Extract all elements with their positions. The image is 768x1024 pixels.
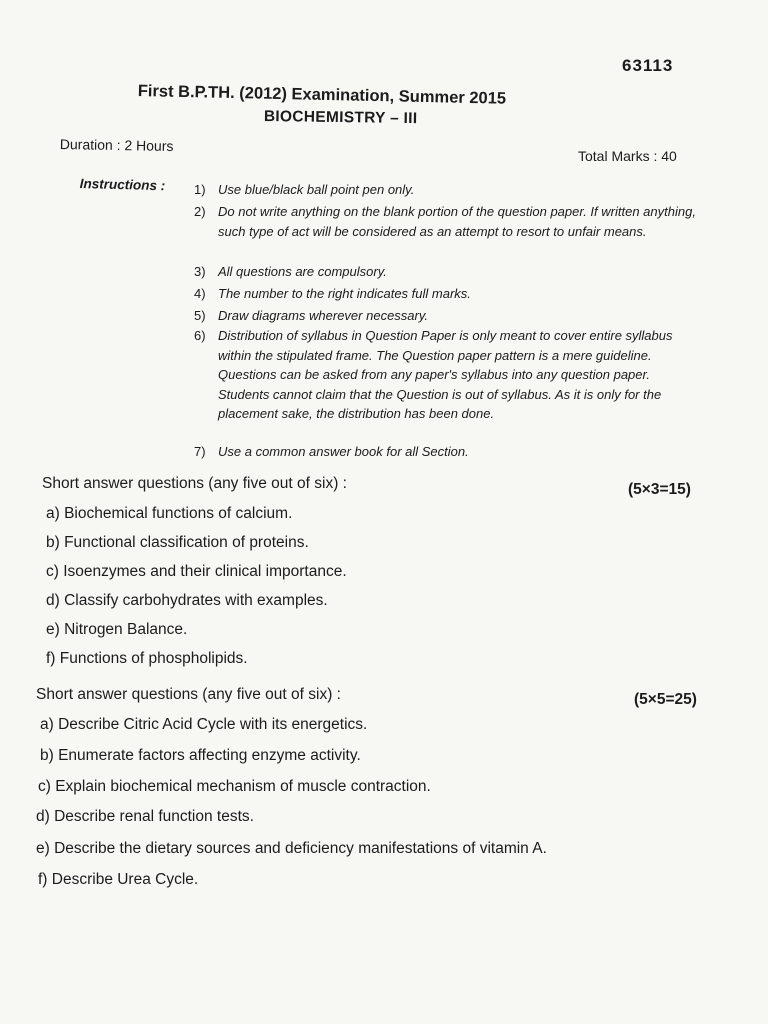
instruction-number: 2)	[194, 204, 206, 219]
instruction-number: 7)	[194, 444, 206, 459]
instruction-item	[194, 442, 704, 462]
instruction-text: Use a common answer book for all Section.	[218, 444, 469, 459]
subject-title: BIOCHEMISTRY – III	[263, 108, 418, 128]
question-item: e) Nitrogen Balance.	[46, 621, 188, 638]
question-item: b) Enumerate factors affecting enzyme activity.	[40, 747, 361, 764]
instruction-text: The number to the right indicates full marks.	[218, 286, 471, 301]
total-marks: Total Marks : 40	[578, 148, 677, 164]
instruction-number: 4)	[194, 286, 206, 301]
question-item: e) Describe the dietary sources and deficiency manifestations of vitamin A.	[36, 840, 547, 857]
question-item: d) Describe renal function tests.	[36, 808, 254, 825]
question-item: f) Functions of phospholipids.	[46, 650, 248, 667]
duration: Duration : 2 Hours	[59, 136, 174, 154]
instruction-item	[194, 180, 704, 200]
question-item: f) Describe Urea Cycle.	[38, 871, 199, 888]
instruction-text: Distribution of syllabus in Question Paper is only meant to cover entire syllabus within the stipulated frame. The Question paper pattern is a mere guideline. Questions can be asked from any paper's syllabus into any question paper. Students cannot claim that the Question is out of syllabus. As it is only for the placement sake, the distribution has been done.	[218, 328, 673, 421]
instruction-number: 3)	[194, 264, 206, 279]
question-item: a) Describe Citric Acid Cycle with its energetics.	[40, 716, 368, 733]
section-marks: (5×3=15)	[628, 481, 691, 498]
question-item: c) Explain biochemical mechanism of muscle contraction.	[38, 778, 431, 795]
instruction-item	[194, 326, 704, 424]
paper-code: 63113	[622, 56, 674, 75]
section-heading: Short answer questions (any five out of six) :	[42, 475, 347, 492]
question-item: c) Isoenzymes and their clinical importance.	[46, 563, 347, 580]
question-item: d) Classify carbohydrates with examples.	[46, 592, 328, 609]
instruction-text: All questions are compulsory.	[218, 264, 387, 279]
instruction-item	[194, 262, 704, 282]
instruction-item	[194, 284, 704, 304]
instruction-text: Do not write anything on the blank portion of the question paper. If written anything, such type of act will be considered as an attempt to resort to unfair means.	[218, 204, 696, 239]
instruction-item	[194, 202, 704, 241]
question-item: b) Functional classification of proteins.	[46, 534, 309, 551]
instruction-number: 1)	[194, 182, 206, 197]
instruction-number: 5)	[194, 308, 206, 323]
section-heading: Short answer questions (any five out of six) :	[36, 686, 341, 703]
question-item: a) Biochemical functions of calcium.	[46, 505, 293, 522]
section-marks: (5×5=25)	[634, 691, 697, 708]
exam-title: First B.P.TH. (2012) Examination, Summer 2015	[137, 82, 507, 108]
instruction-text: Use blue/black ball point pen only.	[218, 182, 415, 197]
instructions-label: Instructions :	[79, 176, 166, 194]
instruction-number: 6)	[194, 328, 206, 343]
instruction-text: Draw diagrams wherever necessary.	[218, 308, 428, 323]
instruction-item	[194, 306, 704, 326]
